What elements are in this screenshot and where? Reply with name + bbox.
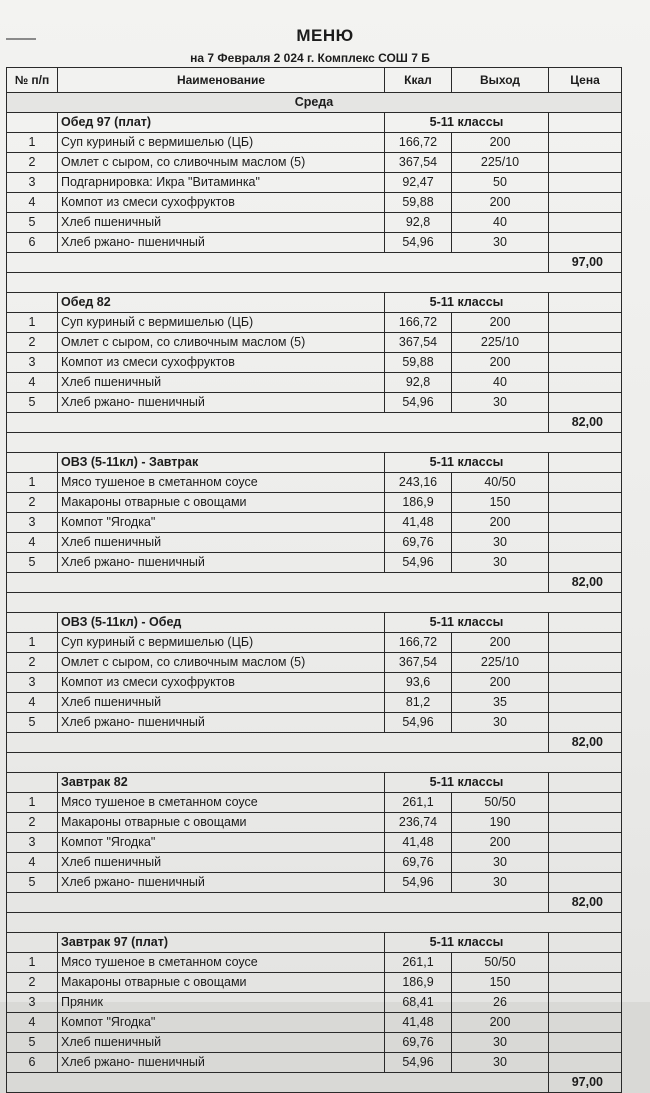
item-name: Хлеб ржано- пшеничный — [58, 553, 385, 573]
item-kcal: 367,54 — [385, 653, 452, 673]
item-price — [549, 133, 622, 153]
section-total-price: 82,00 — [549, 573, 622, 593]
section-total-row — [7, 1073, 622, 1093]
item-price — [549, 633, 622, 653]
item-name: Компот из смеси сухофруктов — [58, 353, 385, 373]
item-kcal: 54,96 — [385, 553, 452, 573]
item-price — [549, 393, 622, 413]
item-number: 2 — [7, 813, 58, 833]
table-row — [7, 473, 622, 493]
gap-cell — [7, 913, 622, 933]
item-number: 3 — [7, 993, 58, 1013]
item-output: 30 — [452, 873, 549, 893]
item-number: 1 — [7, 953, 58, 973]
total-spacer — [7, 253, 549, 273]
gap-cell — [7, 273, 622, 293]
section-header-row — [7, 773, 622, 793]
item-name: Компот из смеси сухофруктов — [58, 673, 385, 693]
item-kcal: 166,72 — [385, 133, 452, 153]
item-price — [549, 513, 622, 533]
item-output: 200 — [452, 353, 549, 373]
table-row — [7, 693, 622, 713]
item-name: Омлет с сыром, со сливочным маслом (5) — [58, 153, 385, 173]
item-name: Компот "Ягодка" — [58, 1013, 385, 1033]
section-total-row — [7, 573, 622, 593]
item-price — [549, 213, 622, 233]
item-number: 1 — [7, 473, 58, 493]
item-price — [549, 813, 622, 833]
item-kcal: 54,96 — [385, 233, 452, 253]
table-row — [7, 853, 622, 873]
item-name: Мясо тушеное в сметанном соусе — [58, 953, 385, 973]
item-name: Компот "Ягодка" — [58, 833, 385, 853]
item-kcal: 261,1 — [385, 793, 452, 813]
section-gap — [7, 753, 622, 773]
total-spacer — [7, 893, 549, 913]
item-price — [549, 953, 622, 973]
item-name: Макароны отварные с овощами — [58, 493, 385, 513]
item-kcal: 92,8 — [385, 213, 452, 233]
section-gap — [7, 593, 622, 613]
item-output: 30 — [452, 1053, 549, 1073]
table-row — [7, 873, 622, 893]
item-name: Хлеб пшеничный — [58, 853, 385, 873]
item-output: 200 — [452, 633, 549, 653]
table-row — [7, 1013, 622, 1033]
item-name: Хлеб пшеничный — [58, 693, 385, 713]
section-header-row — [7, 933, 622, 953]
item-output: 225/10 — [452, 333, 549, 353]
item-price — [549, 373, 622, 393]
item-kcal: 93,6 — [385, 673, 452, 693]
item-output: 200 — [452, 1013, 549, 1033]
item-kcal: 59,88 — [385, 193, 452, 213]
item-name: Хлеб пшеничный — [58, 213, 385, 233]
item-kcal: 261,1 — [385, 953, 452, 973]
section-title: Завтрак 82 — [58, 773, 385, 793]
table-row — [7, 213, 622, 233]
day-label: Среда — [7, 93, 622, 113]
table-row — [7, 533, 622, 553]
item-kcal: 54,96 — [385, 1053, 452, 1073]
item-name: Хлеб ржано- пшеничный — [58, 393, 385, 413]
item-output: 40/50 — [452, 473, 549, 493]
section-title: Обед 82 — [58, 293, 385, 313]
item-number: 5 — [7, 553, 58, 573]
item-price — [549, 313, 622, 333]
item-kcal: 243,16 — [385, 473, 452, 493]
total-spacer — [7, 573, 549, 593]
item-name: Пряник — [58, 993, 385, 1013]
table-row — [7, 373, 622, 393]
item-number: 2 — [7, 973, 58, 993]
table-row — [7, 153, 622, 173]
table-row — [7, 513, 622, 533]
item-output: 50/50 — [452, 953, 549, 973]
table-row — [7, 333, 622, 353]
item-kcal: 59,88 — [385, 353, 452, 373]
menu-table — [6, 67, 622, 1093]
item-price — [549, 353, 622, 373]
section-num-cell — [7, 453, 58, 473]
section-total-price: 97,00 — [549, 253, 622, 273]
item-name: Омлет с сыром, со сливочным маслом (5) — [58, 653, 385, 673]
item-output: 30 — [452, 553, 549, 573]
section-header-row — [7, 453, 622, 473]
item-number: 4 — [7, 533, 58, 553]
item-kcal: 54,96 — [385, 713, 452, 733]
item-price — [549, 873, 622, 893]
item-name: Хлеб пшеничный — [58, 1033, 385, 1053]
item-name: Суп куриный с вермишелью (ЦБ) — [58, 313, 385, 333]
item-price — [549, 173, 622, 193]
page-subtitle: на 7 Февраля 2 024 г. Комплекс СОШ 7 Б — [190, 51, 430, 65]
item-number: 1 — [7, 313, 58, 333]
item-kcal: 69,76 — [385, 1033, 452, 1053]
section-price-cell — [549, 113, 622, 133]
item-output: 200 — [452, 313, 549, 333]
table-row — [7, 953, 622, 973]
item-output: 26 — [452, 993, 549, 1013]
item-price — [549, 233, 622, 253]
table-row — [7, 393, 622, 413]
item-number: 4 — [7, 373, 58, 393]
item-number: 5 — [7, 393, 58, 413]
table-row — [7, 673, 622, 693]
item-name: Суп куриный с вермишелью (ЦБ) — [58, 133, 385, 153]
item-output: 190 — [452, 813, 549, 833]
total-spacer — [7, 1073, 549, 1093]
item-output: 225/10 — [452, 153, 549, 173]
item-price — [549, 333, 622, 353]
item-name: Компот "Ягодка" — [58, 513, 385, 533]
item-number: 1 — [7, 793, 58, 813]
item-kcal: 367,54 — [385, 333, 452, 353]
item-number: 1 — [7, 633, 58, 653]
section-classes: 5-11 классы — [385, 613, 549, 633]
col-header-num: № п/п — [7, 68, 58, 93]
item-price — [549, 493, 622, 513]
item-name: Хлеб ржано- пшеничный — [58, 713, 385, 733]
item-kcal: 41,48 — [385, 833, 452, 853]
section-classes: 5-11 классы — [385, 933, 549, 953]
section-price-cell — [549, 613, 622, 633]
section-title: Обед 97 (плат) — [58, 113, 385, 133]
item-name: Мясо тушеное в сметанном соусе — [58, 793, 385, 813]
item-output: 150 — [452, 493, 549, 513]
section-total-row — [7, 253, 622, 273]
col-header-price: Цена — [549, 68, 622, 93]
item-output: 30 — [452, 1033, 549, 1053]
item-price — [549, 973, 622, 993]
item-number: 6 — [7, 1053, 58, 1073]
col-header-name: Наименование — [58, 68, 385, 93]
item-kcal: 41,48 — [385, 513, 452, 533]
item-number: 3 — [7, 353, 58, 373]
total-spacer — [7, 413, 549, 433]
table-row — [7, 813, 622, 833]
item-output: 200 — [452, 193, 549, 213]
section-price-cell — [549, 773, 622, 793]
page-title: МЕНЮ — [296, 26, 354, 45]
day-row — [7, 93, 622, 113]
item-price — [549, 473, 622, 493]
item-number: 3 — [7, 513, 58, 533]
item-kcal: 236,74 — [385, 813, 452, 833]
item-price — [549, 693, 622, 713]
item-number: 3 — [7, 833, 58, 853]
item-price — [549, 833, 622, 853]
item-price — [549, 713, 622, 733]
section-num-cell — [7, 773, 58, 793]
item-output: 225/10 — [452, 653, 549, 673]
col-header-kcal: Ккал — [385, 68, 452, 93]
section-header-row — [7, 613, 622, 633]
item-kcal: 69,76 — [385, 533, 452, 553]
section-total-price: 82,00 — [549, 893, 622, 913]
table-row — [7, 993, 622, 1013]
item-name: Хлеб пшеничный — [58, 533, 385, 553]
item-price — [549, 1013, 622, 1033]
item-number: 5 — [7, 213, 58, 233]
item-price — [549, 553, 622, 573]
item-number: 5 — [7, 873, 58, 893]
item-price — [549, 1033, 622, 1053]
item-output: 35 — [452, 693, 549, 713]
table-row — [7, 833, 622, 853]
item-output: 200 — [452, 673, 549, 693]
item-output: 30 — [452, 533, 549, 553]
section-total-row — [7, 413, 622, 433]
section-price-cell — [549, 293, 622, 313]
item-kcal: 54,96 — [385, 873, 452, 893]
item-output: 40 — [452, 213, 549, 233]
section-classes: 5-11 классы — [385, 293, 549, 313]
table-row — [7, 193, 622, 213]
section-total-price: 82,00 — [549, 733, 622, 753]
item-number: 4 — [7, 853, 58, 873]
item-price — [549, 153, 622, 173]
item-number: 4 — [7, 1013, 58, 1033]
table-row — [7, 173, 622, 193]
section-num-cell — [7, 113, 58, 133]
section-total-row — [7, 893, 622, 913]
item-kcal: 68,41 — [385, 993, 452, 1013]
item-name: Хлеб ржано- пшеничный — [58, 1053, 385, 1073]
item-name: Хлеб пшеничный — [58, 373, 385, 393]
section-header-row — [7, 113, 622, 133]
item-price — [549, 1053, 622, 1073]
item-price — [549, 793, 622, 813]
table-row — [7, 1033, 622, 1053]
section-price-cell — [549, 453, 622, 473]
item-kcal: 69,76 — [385, 853, 452, 873]
item-output: 30 — [452, 233, 549, 253]
section-total-row — [7, 733, 622, 753]
item-name: Подгарнировка: Икра "Витаминка" — [58, 173, 385, 193]
menu-body — [7, 93, 622, 1093]
item-output: 200 — [452, 833, 549, 853]
section-classes: 5-11 классы — [385, 113, 549, 133]
item-output: 50 — [452, 173, 549, 193]
total-spacer — [7, 733, 549, 753]
item-price — [549, 533, 622, 553]
table-row — [7, 353, 622, 373]
item-name: Макароны отварные с овощами — [58, 973, 385, 993]
item-kcal: 166,72 — [385, 633, 452, 653]
item-number: 2 — [7, 153, 58, 173]
item-number: 6 — [7, 233, 58, 253]
item-number: 2 — [7, 333, 58, 353]
item-kcal: 81,2 — [385, 693, 452, 713]
item-kcal: 186,9 — [385, 493, 452, 513]
section-classes: 5-11 классы — [385, 453, 549, 473]
section-header-row — [7, 293, 622, 313]
table-row — [7, 233, 622, 253]
table-row — [7, 553, 622, 573]
item-kcal: 54,96 — [385, 393, 452, 413]
section-total-price: 97,00 — [549, 1073, 622, 1093]
header-row — [7, 68, 622, 93]
section-price-cell — [549, 933, 622, 953]
item-output: 30 — [452, 853, 549, 873]
item-number: 4 — [7, 193, 58, 213]
section-num-cell — [7, 933, 58, 953]
gap-cell — [7, 593, 622, 613]
table-row — [7, 793, 622, 813]
item-number: 2 — [7, 653, 58, 673]
section-num-cell — [7, 293, 58, 313]
item-number: 1 — [7, 133, 58, 153]
section-title: ОВЗ (5-11кл) - Обед — [58, 613, 385, 633]
item-kcal: 367,54 — [385, 153, 452, 173]
item-output: 50/50 — [452, 793, 549, 813]
item-name: Хлеб ржано- пшеничный — [58, 233, 385, 253]
item-kcal: 92,47 — [385, 173, 452, 193]
item-number: 4 — [7, 693, 58, 713]
table-row — [7, 973, 622, 993]
item-number: 5 — [7, 1033, 58, 1053]
item-name: Хлеб ржано- пшеничный — [58, 873, 385, 893]
item-kcal: 41,48 — [385, 1013, 452, 1033]
item-name: Суп куриный с вермишелью (ЦБ) — [58, 633, 385, 653]
table-row — [7, 653, 622, 673]
item-number: 2 — [7, 493, 58, 513]
item-price — [549, 673, 622, 693]
section-classes: 5-11 классы — [385, 773, 549, 793]
item-output: 200 — [452, 133, 549, 153]
table-row — [7, 493, 622, 513]
gap-cell — [7, 433, 622, 453]
section-gap — [7, 273, 622, 293]
section-gap — [7, 433, 622, 453]
table-row — [7, 633, 622, 653]
section-title: ОВЗ (5-11кл) - Завтрак — [58, 453, 385, 473]
item-name: Компот из смеси сухофруктов — [58, 193, 385, 213]
item-output: 200 — [452, 513, 549, 533]
item-kcal: 92,8 — [385, 373, 452, 393]
item-price — [549, 853, 622, 873]
table-row — [7, 133, 622, 153]
item-name: Омлет с сыром, со сливочным маслом (5) — [58, 333, 385, 353]
item-output: 30 — [452, 393, 549, 413]
item-name: Макароны отварные с овощами — [58, 813, 385, 833]
item-kcal: 186,9 — [385, 973, 452, 993]
item-output: 30 — [452, 713, 549, 733]
item-output: 40 — [452, 373, 549, 393]
section-title: Завтрак 97 (плат) — [58, 933, 385, 953]
item-price — [549, 993, 622, 1013]
section-gap — [7, 913, 622, 933]
table-row — [7, 313, 622, 333]
item-number: 5 — [7, 713, 58, 733]
item-name: Мясо тушеное в сметанном соусе — [58, 473, 385, 493]
table-row — [7, 1053, 622, 1073]
gap-cell — [7, 753, 622, 773]
item-number: 3 — [7, 173, 58, 193]
item-kcal: 166,72 — [385, 313, 452, 333]
col-header-output: Выход — [452, 68, 549, 93]
item-number: 3 — [7, 673, 58, 693]
table-row — [7, 713, 622, 733]
item-output: 150 — [452, 973, 549, 993]
item-price — [549, 653, 622, 673]
section-num-cell — [7, 613, 58, 633]
item-price — [549, 193, 622, 213]
section-total-price: 82,00 — [549, 413, 622, 433]
